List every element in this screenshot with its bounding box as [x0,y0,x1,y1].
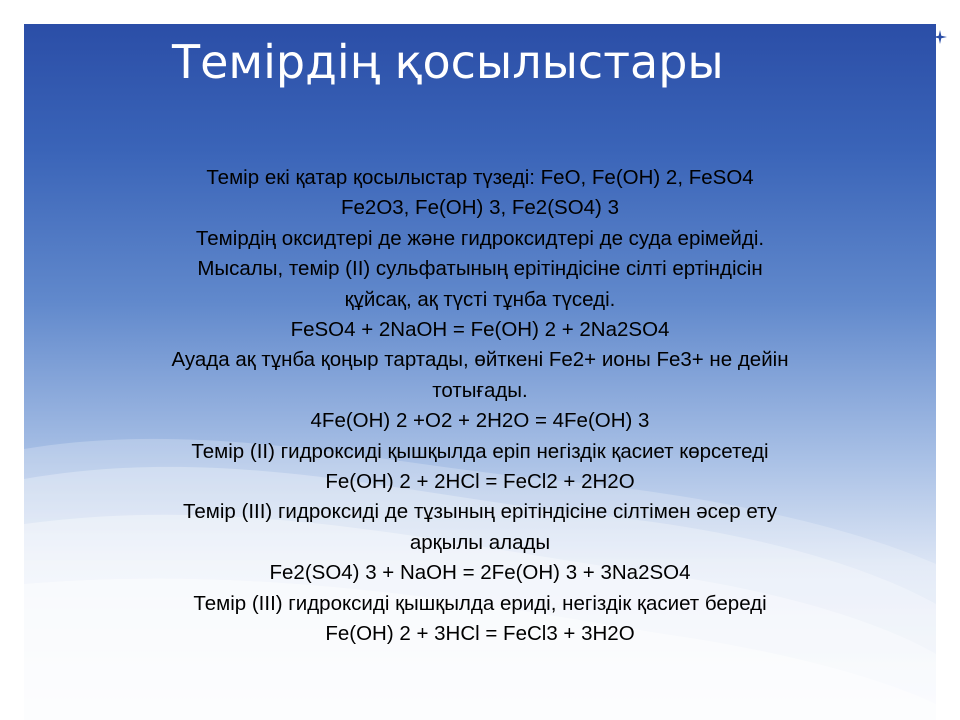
slide-body-text [40,163,920,650]
equation-line: Fe(OH) 2 + 3HCl = FeCl3 + 3H2O [325,622,635,646]
equation-line: 4Fe(OH) 2 +O2 + 2H2O = 4Fe(OH) 3 [310,409,650,433]
equation-line: Fe2(SO4) 3 + NaOH = 2Fe(OH) 3 + 3Na2SO4 [269,561,691,585]
body-line: тотығады. [432,378,528,402]
equation-line: FeSO4 + 2NaOH = Fe(OH) 2 + 2Na2SO4 [290,318,670,342]
slide-title: Темірдің қосылыстары [172,35,724,89]
body-line: Темір (III) гидроксиді қышқылда ериді, негіздік қасиет береді [193,591,767,615]
body-line: Ауада ақ тұнба қоңыр тартады, өйткені Fe2+ ионы Fe3+ не дейін [171,348,789,372]
body-line: арқылы алады [409,530,551,554]
body-line: Темір (III) гидроксиді де тұзының ерітіндісіне сілтімен әсер ету [183,500,777,524]
equation-line: Fe(OH) 2 + 2HCl = FeCl2 + 2H2O [325,470,635,494]
star-bullet-icon [933,30,947,44]
body-line: Темір екі қатар қосылыстар түзеді: FeO, Fe(OH) 2, FeSO4 [206,166,754,189]
body-line: Fe2O3, Fe(OH) 3, Fe2(SO4) 3 [341,196,619,220]
body-line: Темір (II) гидроксиді қышқылда еріп негіздік қасиет көрсетеді [191,439,769,463]
body-line: Темірдің оксидтері де және гидроксидтері де суда ерімейді. [195,226,765,250]
body-line: Мысалы, темір (II) сульфатының ерітіндісіне сілті ертіндісін [197,257,763,281]
body-line: құйсақ, ақ түсті тұнба түседі. [344,287,616,311]
